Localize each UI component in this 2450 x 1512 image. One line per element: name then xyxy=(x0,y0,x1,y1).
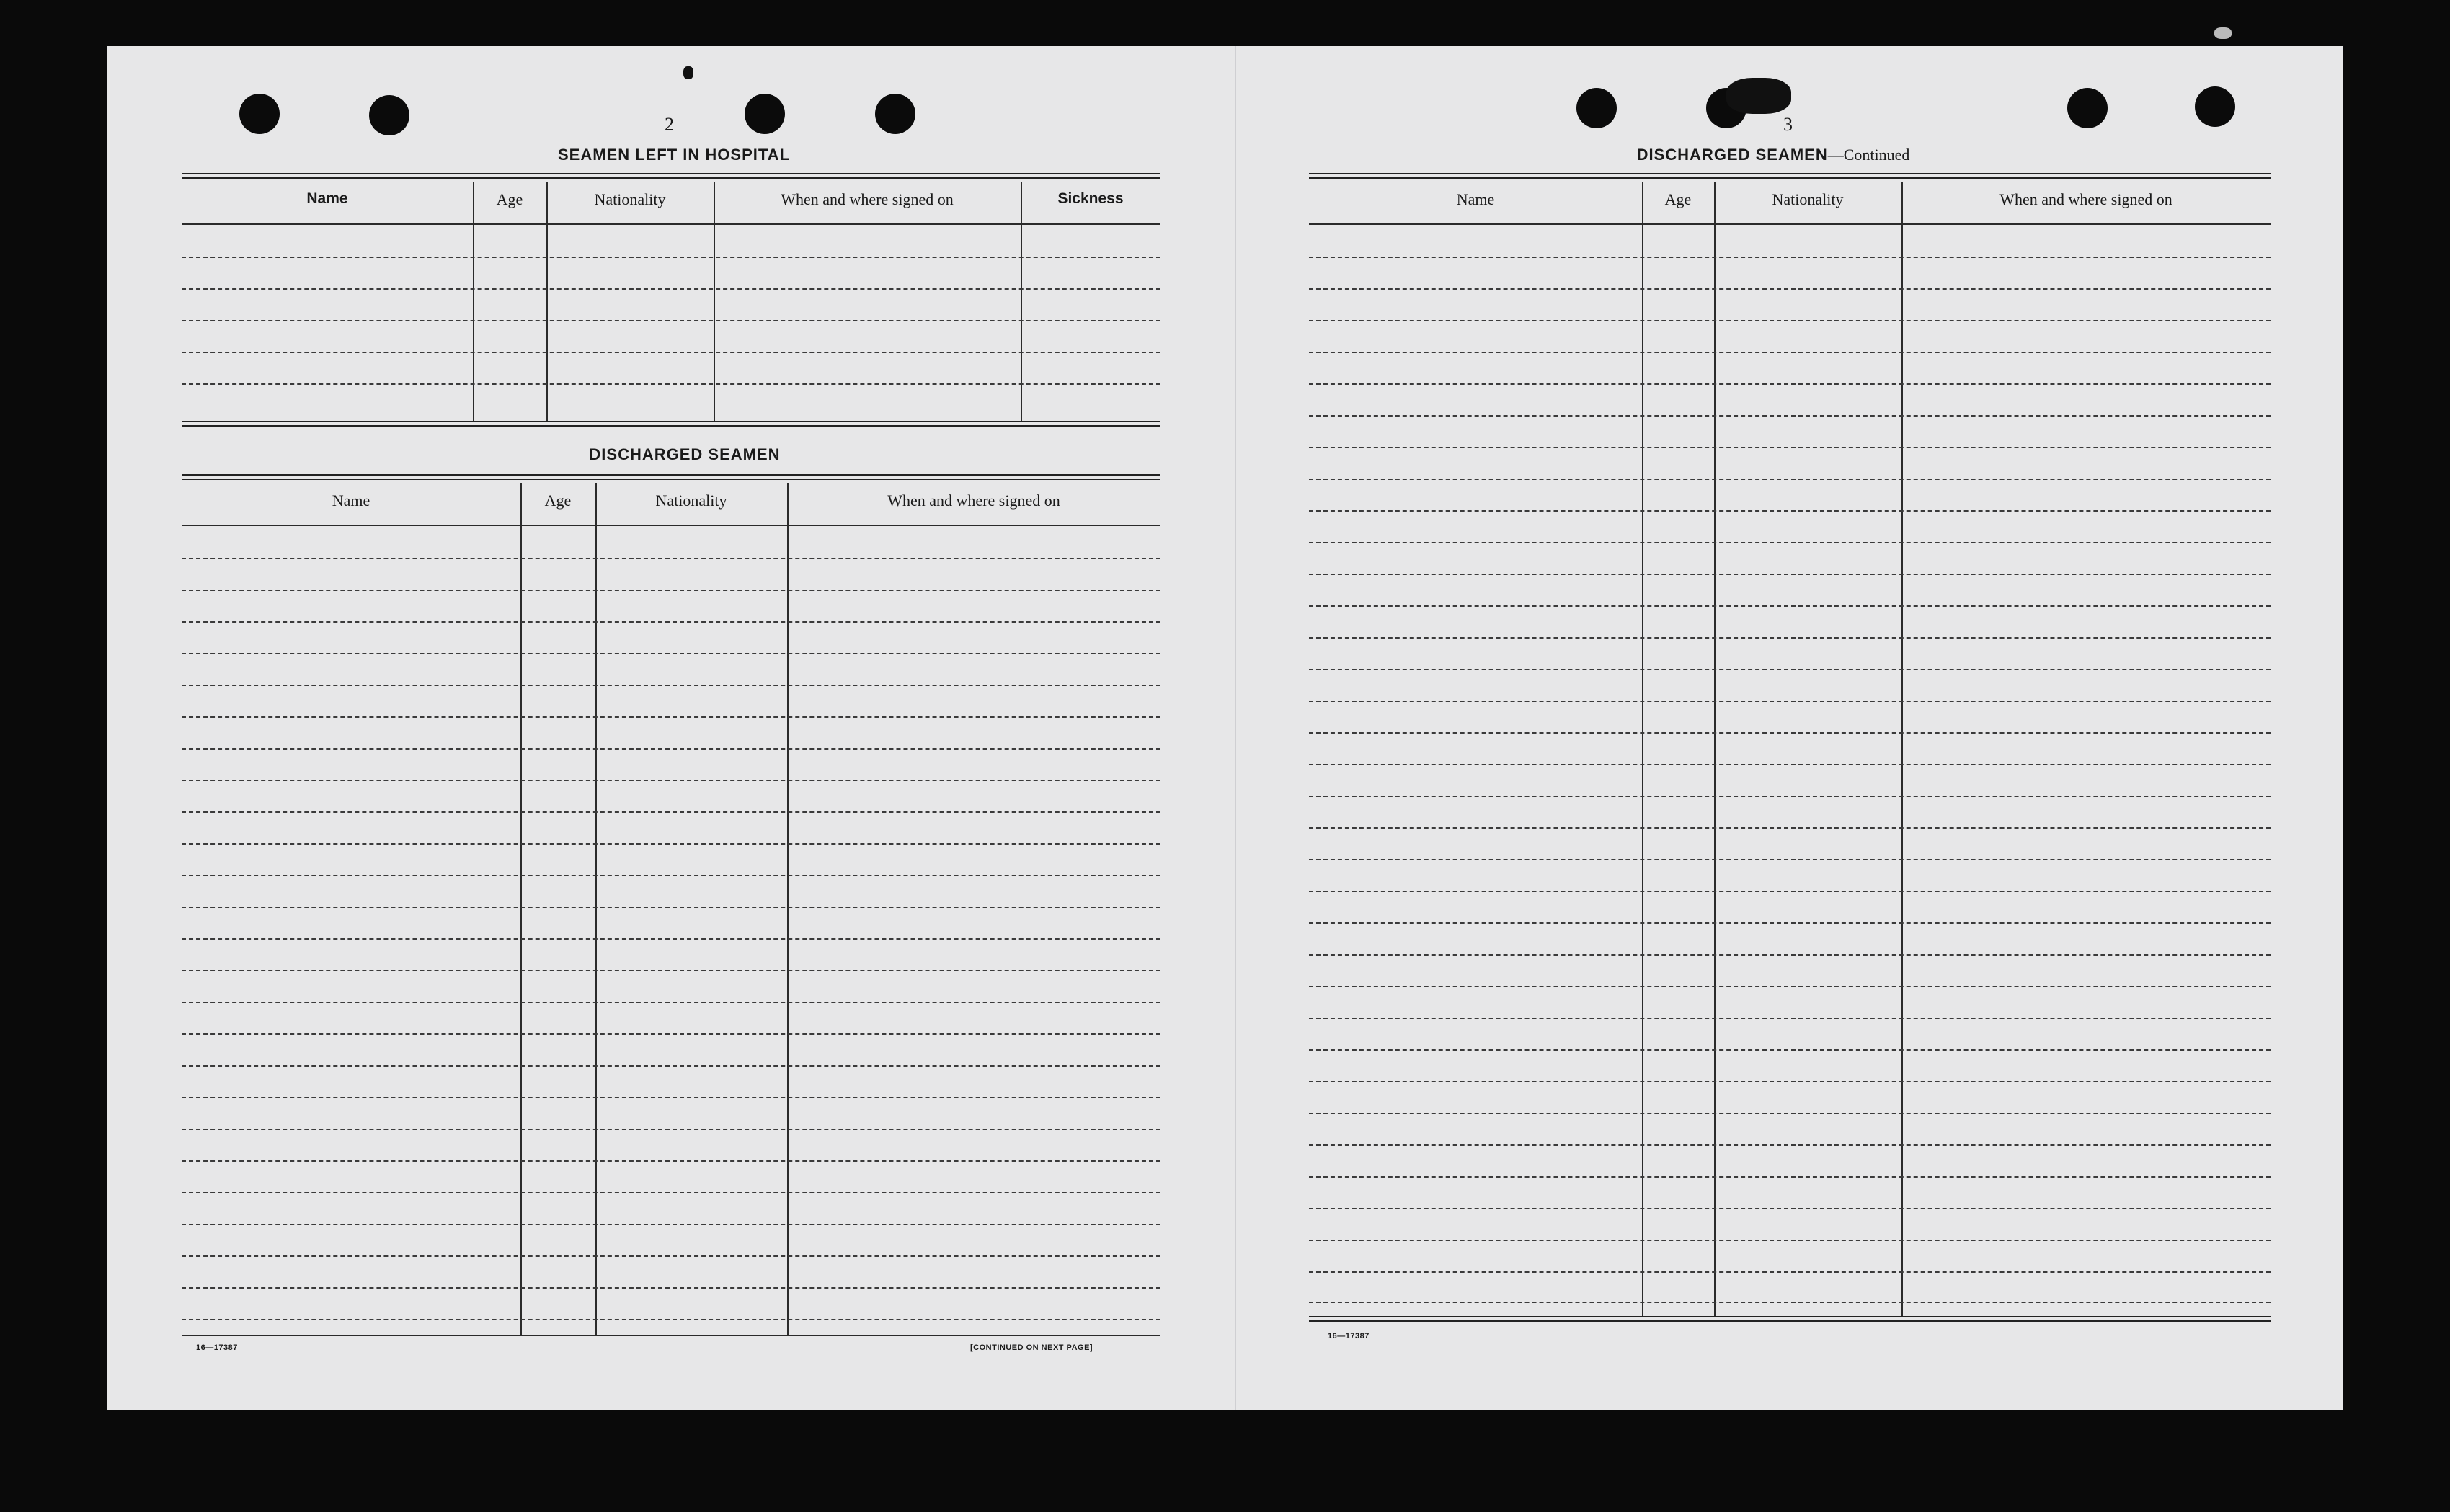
column-header-name: Name xyxy=(306,190,348,207)
column-header-name: Name xyxy=(332,492,370,510)
punch-hole xyxy=(2195,86,2235,127)
column-header-when-where: When and where signed on xyxy=(781,190,954,208)
column-header-when-where: When and where signed on xyxy=(1999,190,2172,208)
page-fold xyxy=(1235,46,1236,1410)
punch-hole xyxy=(369,95,409,135)
punch-hole xyxy=(2067,88,2108,128)
discharged-continued-table xyxy=(1309,173,2271,1322)
hospital-table xyxy=(182,173,1160,425)
continued-note: [CONTINUED ON NEXT PAGE] xyxy=(970,1343,1093,1352)
punch-hole xyxy=(239,94,280,134)
page-number: 2 xyxy=(665,114,674,135)
page-number: 3 xyxy=(1783,114,1793,135)
discharged-table xyxy=(182,474,1160,1336)
ink-blot xyxy=(2214,27,2232,39)
hospital-section-title: SEAMEN LEFT IN HOSPITAL xyxy=(557,146,791,164)
form-number: 16—17387 xyxy=(1328,1332,1370,1340)
discharged-continued-title xyxy=(1557,146,1989,164)
column-header-age: Age xyxy=(1664,190,1692,208)
ink-blot xyxy=(683,66,693,79)
title-suffix: —Continued xyxy=(1827,146,1910,164)
column-header-nationality: Nationality xyxy=(1772,190,1844,208)
column-header-name: Name xyxy=(1456,190,1495,208)
punch-hole xyxy=(1576,88,1617,128)
column-header-nationality: Nationality xyxy=(655,492,727,510)
punch-hole xyxy=(745,94,785,134)
column-header-sickness: Sickness xyxy=(1057,190,1124,207)
column-header-when-where: When and where signed on xyxy=(887,492,1060,510)
discharged-section-title: DISCHARGED SEAMEN xyxy=(589,445,781,463)
column-header-age: Age xyxy=(496,190,523,208)
form-number: 16—17387 xyxy=(196,1343,238,1352)
punch-hole xyxy=(875,94,915,134)
ink-blot xyxy=(1726,78,1791,114)
column-header-nationality: Nationality xyxy=(594,190,666,208)
column-header-age: Age xyxy=(544,492,572,510)
title-text: DISCHARGED SEAMEN xyxy=(1636,146,1828,164)
